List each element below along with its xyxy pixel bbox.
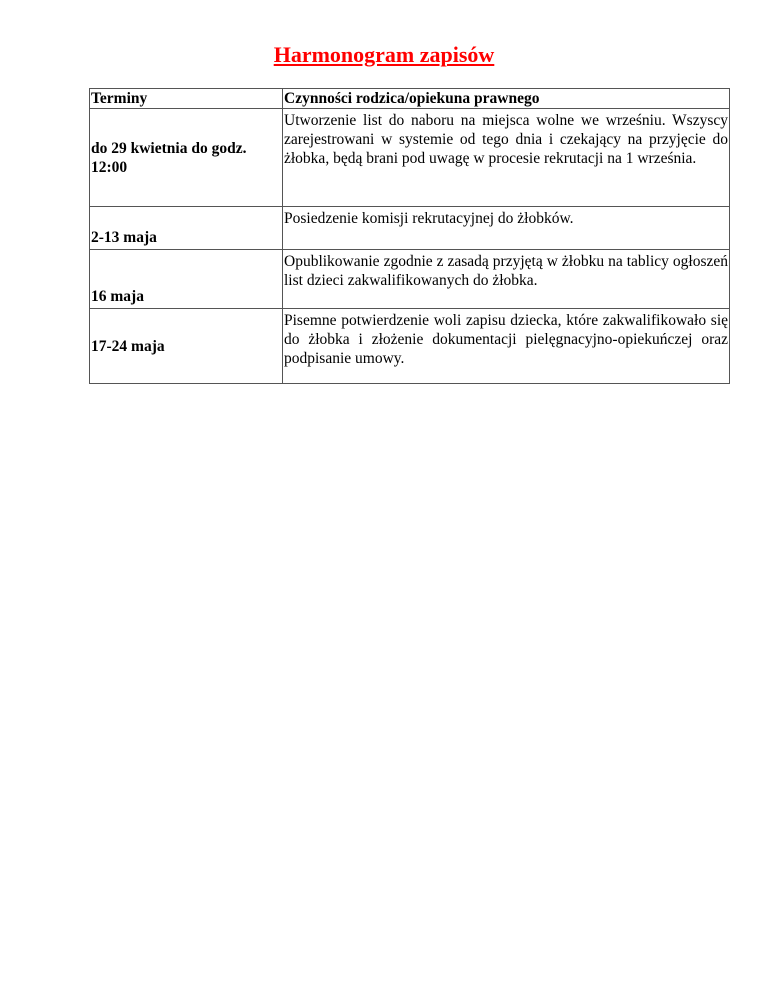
activity-cell xyxy=(283,309,730,384)
schedule-table xyxy=(89,88,730,384)
page-title: Harmonogram zapisów xyxy=(273,42,495,67)
activity-text: Pisemne potwierdzenie woli zapisu dziecka, które zakwalifikowało się do żłobka i złożenie dokumentacji pielęgnacyjno-opiekuńczej oraz podpisanie umowy. xyxy=(284,312,728,367)
activity-cell xyxy=(283,109,730,207)
table-row xyxy=(90,250,730,309)
activity-text: Opublikowanie zgodnie z zasadą przyjętą w żłobku na tablicy ogłoszeń list dzieci zakwalifikowanych do żłobka. xyxy=(284,253,728,289)
date-cell: do 29 kwietnia do godz. 12:00 xyxy=(90,109,283,207)
activity-text: Posiedzenie komisji rekrutacyjnej do żłobków. xyxy=(284,210,574,227)
activity-cell xyxy=(283,207,730,250)
table-row xyxy=(90,207,730,250)
column-header-activities: Czynności rodzica/opiekuna prawnego xyxy=(283,89,730,109)
table-header-row xyxy=(90,89,730,109)
table-row xyxy=(90,309,730,384)
table-row xyxy=(90,109,730,207)
date-cell: 17-24 maja xyxy=(90,309,283,384)
activity-cell xyxy=(283,250,730,309)
activity-text: Utworzenie list do naboru na miejsca wolne we wrześniu. Wszyscy zarejestrowani w systemie od tego dnia i czekający na przyjęcie do żłobka, będą brani pod uwagę w procesie rekrutacji na 1 września. xyxy=(284,112,728,167)
column-header-dates: Terminy xyxy=(90,89,283,109)
date-cell: 16 maja xyxy=(90,250,283,309)
date-cell: 2-13 maja xyxy=(90,207,283,250)
